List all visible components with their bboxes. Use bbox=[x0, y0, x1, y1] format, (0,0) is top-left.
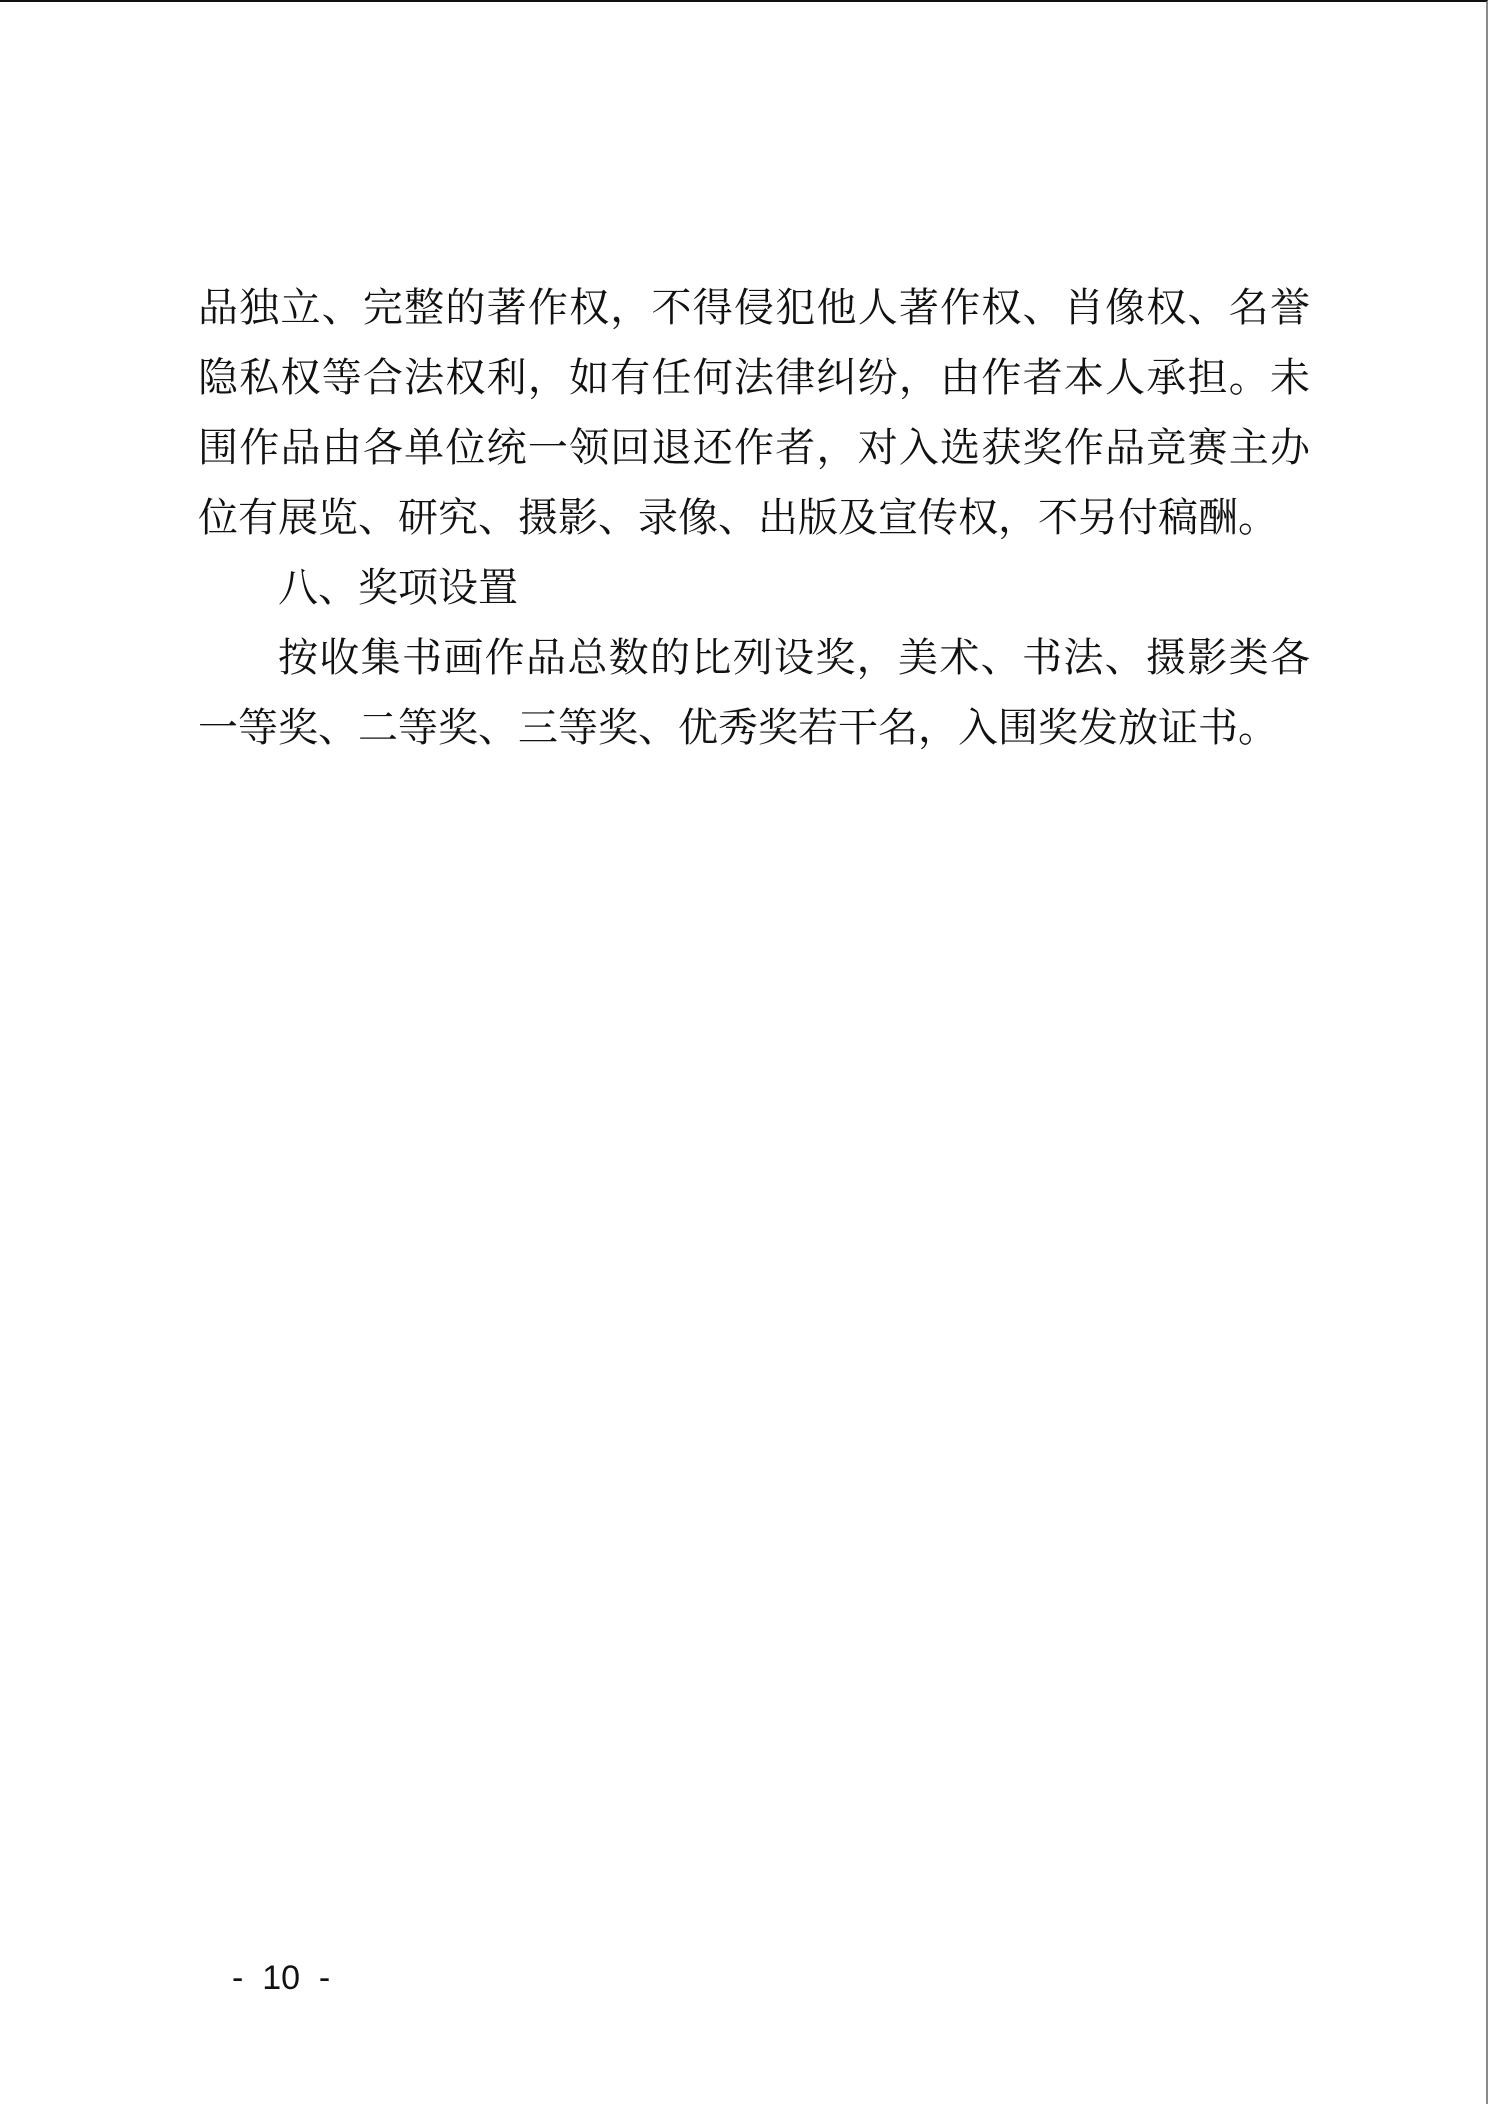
paragraph-line: 品独立、完整的著作权，不得侵犯他人著作权、肖像权、名誉 bbox=[198, 285, 1310, 331]
section-heading: 八、奖项设置 bbox=[278, 565, 518, 611]
paragraph-line: 隐私权等合法权利，如有任何法律纠纷，由作者本人承担。未 bbox=[198, 355, 1310, 401]
paragraph-line: 位有展览、研究、摄影、录像、出版及宣传权，不另付稿酬。 bbox=[198, 495, 1278, 541]
award-paragraph-line: 一等奖、二等奖、三等奖、优秀奖若干名，入围奖发放证书。 bbox=[198, 705, 1278, 751]
page-number: - 10 - bbox=[232, 1959, 331, 1997]
paragraph-line: 围作品由各单位统一领回退还作者，对入选获奖作品竞赛主办 bbox=[198, 425, 1310, 471]
document-body bbox=[198, 273, 1310, 763]
award-paragraph-line: 按收集书画作品总数的比列设奖，美术、书法、摄影类各 bbox=[278, 635, 1310, 681]
